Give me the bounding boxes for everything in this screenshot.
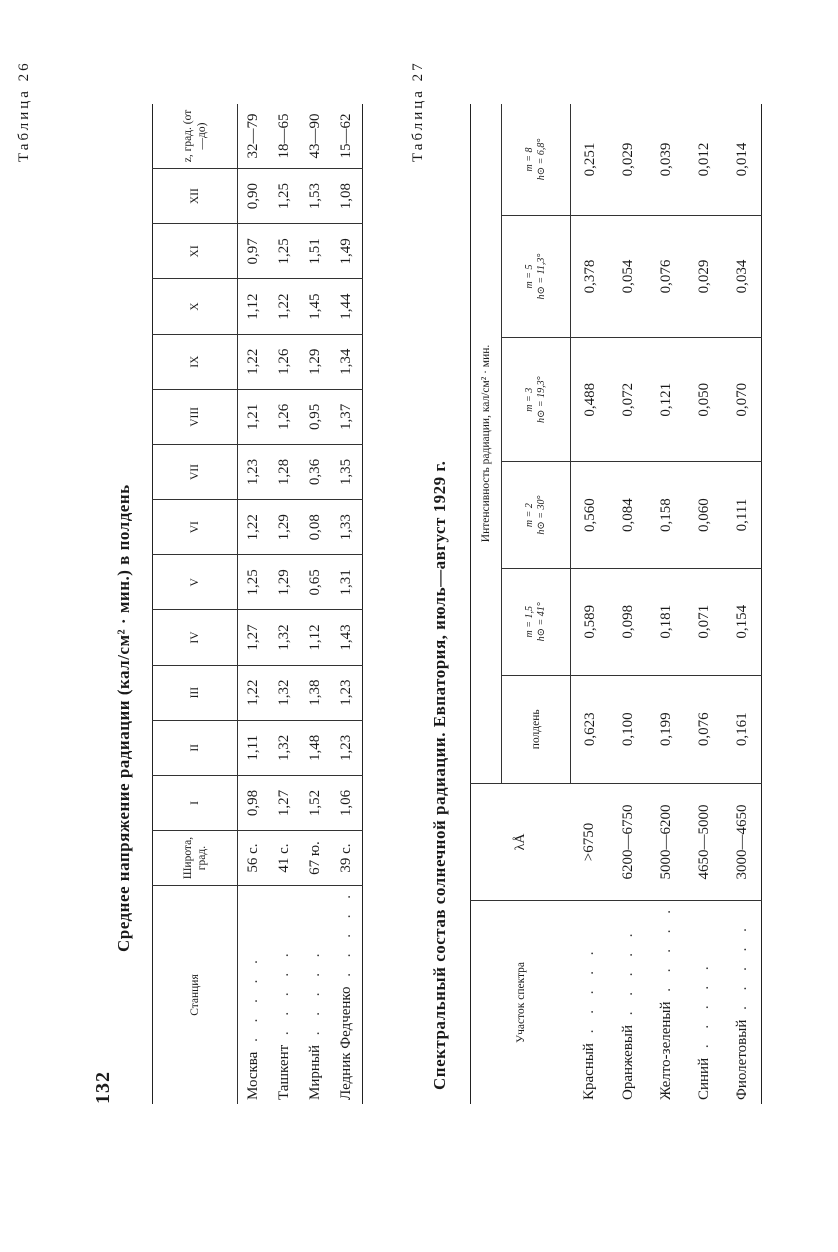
- table-row: [300, 104, 331, 1104]
- latitude-cell: 39 с.: [331, 831, 363, 886]
- value-cell: 1,29: [269, 555, 300, 610]
- intensity-cell: 0,029: [685, 215, 723, 337]
- col-lambda: λÅ: [471, 783, 571, 900]
- table27-title: Спектральный состав солнечной радиации. Евпатория, июль—август 1929 г.: [430, 460, 449, 1090]
- station-cell: Мирный . . . . .: [300, 886, 331, 1104]
- intensity-cell: 0,378: [571, 215, 610, 337]
- value-cell: 1,22: [269, 279, 300, 334]
- value-cell: 1,27: [269, 775, 300, 830]
- table-row: [269, 104, 300, 1104]
- intensity-cell: 0,560: [571, 462, 610, 569]
- col-part: Участок спектра: [471, 900, 571, 1104]
- spectrum-part-cell: Оранжевый . . . . .: [609, 900, 647, 1104]
- latitude-cell: 56 с.: [238, 831, 270, 886]
- noon-cell: 0,161: [723, 675, 762, 783]
- value-cell: 1,11: [238, 720, 270, 775]
- col-station: Станция: [153, 886, 238, 1104]
- col-z: z, град. (от—до): [153, 104, 238, 169]
- spectrum-part-cell: Красный . . . . .: [571, 900, 610, 1104]
- value-cell: 1,48: [300, 720, 331, 775]
- table-row: [723, 104, 762, 1104]
- noon-cell: 0,199: [647, 675, 685, 783]
- value-cell: 1,26: [269, 334, 300, 389]
- value-cell: 1,37: [331, 389, 363, 444]
- spectrum-part-cell: Фиолетовый . . . . .: [723, 900, 762, 1104]
- page-number: 132: [92, 1071, 114, 1104]
- value-cell: 1,29: [300, 334, 331, 389]
- col-mass: m = 2 h⊙ = 30°: [502, 462, 571, 569]
- value-cell: 0,98: [238, 775, 270, 830]
- value-cell: 1,25: [238, 555, 270, 610]
- intensity-cell: 0,034: [723, 215, 762, 337]
- wavelength-cell: 6200—6750: [609, 783, 647, 900]
- intensity-cell: 0,054: [609, 215, 647, 337]
- intensity-cell: 0,076: [647, 215, 685, 337]
- col-mass: m = 5 h⊙ = 11,3°: [502, 215, 571, 337]
- latitude-cell: 67 ю.: [300, 831, 331, 886]
- intensity-cell: 0,488: [571, 338, 610, 462]
- noon-cell: 0,623: [571, 675, 610, 783]
- value-cell: 1,32: [269, 610, 300, 665]
- value-cell: 1,51: [300, 224, 331, 279]
- value-cell: 1,25: [269, 224, 300, 279]
- value-cell: 1,22: [238, 665, 270, 720]
- z-cell: 15—62: [338, 113, 354, 159]
- col-month: II: [153, 720, 238, 775]
- col-month: XI: [153, 224, 238, 279]
- value-cell: 1,12: [238, 279, 270, 334]
- spectrum-part-cell: Желто-зеленый . . . . .: [647, 900, 685, 1104]
- wavelength-cell: 4650—5000: [685, 783, 723, 900]
- value-cell: 1,08: [331, 169, 363, 224]
- col-month: VII: [153, 444, 238, 499]
- value-cell: 1,32: [269, 665, 300, 720]
- value-cell: 0,95: [300, 389, 331, 444]
- intensity-cell: 0,589: [571, 568, 610, 675]
- value-cell: 0,90: [238, 169, 270, 224]
- col-month: III: [153, 665, 238, 720]
- col-month: XII: [153, 169, 238, 224]
- col-latitude: Широта, град.: [153, 831, 238, 886]
- wavelength-cell: 3000—4650: [723, 783, 762, 900]
- col-month: VI: [153, 500, 238, 555]
- value-cell: 1,22: [238, 500, 270, 555]
- value-cell: 1,22: [238, 334, 270, 389]
- table27-label: Таблица 27: [410, 60, 426, 162]
- intensity-cell: 0,084: [609, 462, 647, 569]
- value-cell: 1,28: [269, 444, 300, 499]
- value-cell: 1,52: [300, 775, 331, 830]
- col-intensity-group: Интенсивность радиации, кал/см² · мин.: [471, 104, 502, 783]
- table26: [152, 104, 363, 1104]
- value-cell: 1,43: [331, 610, 363, 665]
- intensity-cell: 0,154: [723, 568, 762, 675]
- intensity-cell: 0,251: [581, 142, 598, 177]
- table-row: [238, 104, 270, 1104]
- col-noon: полдень: [502, 675, 571, 783]
- value-cell: 1,44: [331, 279, 363, 334]
- value-cell: 1,29: [269, 500, 300, 555]
- value-cell: 1,49: [331, 224, 363, 279]
- table-row: [609, 104, 647, 1104]
- spectrum-part-cell: Синий . . . . .: [685, 900, 723, 1104]
- intensity-cell: 0,014: [733, 142, 750, 177]
- col-mass: m = 8 h⊙ = 6,8°: [502, 104, 571, 215]
- table-row: [331, 104, 363, 1104]
- intensity-cell: 0,070: [723, 338, 762, 462]
- table27: [470, 104, 762, 1104]
- col-month: IV: [153, 610, 238, 665]
- wavelength-cell: >6750: [571, 783, 610, 900]
- value-cell: 1,38: [300, 665, 331, 720]
- intensity-cell: 0,060: [685, 462, 723, 569]
- value-cell: 1,34: [331, 334, 363, 389]
- value-cell: 1,23: [238, 444, 270, 499]
- value-cell: 1,06: [331, 775, 363, 830]
- intensity-cell: 0,029: [619, 142, 636, 177]
- value-cell: 0,65: [300, 555, 331, 610]
- table-row: [571, 104, 610, 1104]
- intensity-cell: 0,181: [647, 568, 685, 675]
- value-cell: 0,97: [238, 224, 270, 279]
- value-cell: 1,53: [300, 169, 331, 224]
- value-cell: 1,23: [331, 665, 363, 720]
- value-cell: 1,12: [300, 610, 331, 665]
- intensity-cell: 0,039: [657, 142, 674, 177]
- intensity-cell: 0,121: [647, 338, 685, 462]
- intensity-cell: 0,012: [695, 142, 712, 177]
- col-mass: m = 1,5 h⊙ = 41°: [502, 568, 571, 675]
- intensity-cell: 0,071: [685, 568, 723, 675]
- value-cell: 1,33: [331, 500, 363, 555]
- intensity-cell: 0,158: [647, 462, 685, 569]
- value-cell: 1,31: [331, 555, 363, 610]
- value-cell: 1,35: [331, 444, 363, 499]
- intensity-cell: 0,072: [609, 338, 647, 462]
- table-row: [685, 104, 723, 1104]
- value-cell: 1,21: [238, 389, 270, 444]
- intensity-cell: 0,111: [723, 462, 762, 569]
- noon-cell: 0,100: [609, 675, 647, 783]
- station-cell: Ледник Федченко . . . . .: [331, 886, 363, 1104]
- value-cell: 1,23: [331, 720, 363, 775]
- table26-label: Таблица 26: [16, 60, 32, 162]
- table-row: [647, 104, 685, 1104]
- z-cell: 43—90: [307, 113, 323, 159]
- col-month: VIII: [153, 389, 238, 444]
- value-cell: 1,45: [300, 279, 331, 334]
- table26-title: Среднее напряжение радиации (кал/см² · мин.) в полдень: [114, 484, 133, 952]
- z-cell: 32—79: [245, 113, 261, 159]
- value-cell: 1,25: [269, 169, 300, 224]
- wavelength-cell: 5000—6200: [647, 783, 685, 900]
- value-cell: 0,36: [300, 444, 331, 499]
- intensity-cell: 0,098: [609, 568, 647, 675]
- intensity-cell: 0,050: [685, 338, 723, 462]
- z-cell: 18—65: [276, 113, 292, 159]
- col-month: V: [153, 555, 238, 610]
- station-cell: Ташкент . . . . .: [269, 886, 300, 1104]
- value-cell: 0,08: [300, 500, 331, 555]
- latitude-cell: 41 с.: [269, 831, 300, 886]
- value-cell: 1,32: [269, 720, 300, 775]
- col-month: IX: [153, 334, 238, 389]
- noon-cell: 0,076: [685, 675, 723, 783]
- col-mass: m = 3 h⊙ = 19,3°: [502, 338, 571, 462]
- station-cell: Москва . . . . .: [238, 886, 270, 1104]
- col-month: I: [153, 775, 238, 830]
- value-cell: 1,27: [238, 610, 270, 665]
- col-month: X: [153, 279, 238, 334]
- value-cell: 1,26: [269, 389, 300, 444]
